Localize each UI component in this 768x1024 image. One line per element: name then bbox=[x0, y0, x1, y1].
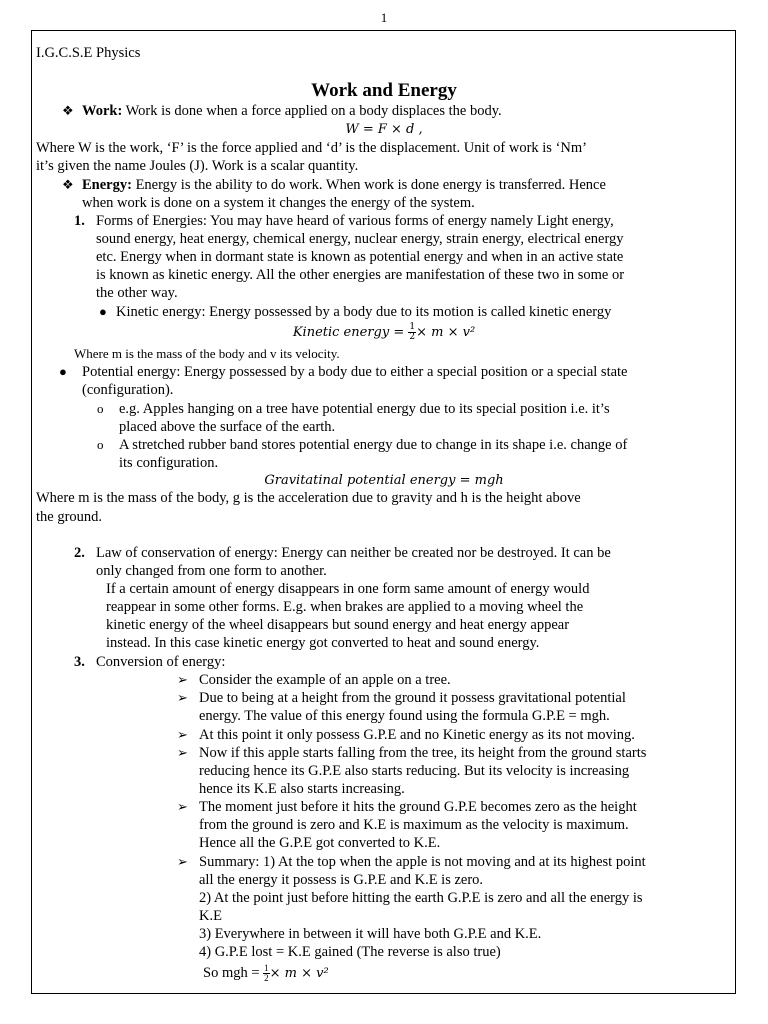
arrow-bullet-icon: ➢ bbox=[177, 672, 188, 687]
forms-line: the other way. bbox=[96, 285, 178, 301]
work-explanation-1: Where W is the work, ‘F’ is the force applied and ‘d’ is the displacement. Unit of work is ‘Nm’ bbox=[36, 140, 587, 156]
law-paragraph-line: kinetic energy of the wheel disappears but sound energy and heat energy appear bbox=[106, 617, 570, 633]
half-fraction: $\frac{1}{2}$ bbox=[409, 322, 416, 342]
summary-item-cont: 3) Everywhere in between it will have both G.P.E and K.E. bbox=[199, 926, 542, 942]
circle-bullet-icon: o bbox=[97, 401, 104, 416]
gpe-note-2: the ground. bbox=[36, 509, 103, 525]
conversion-item: Due to being at a height from the ground it possess gravitational potential bbox=[199, 690, 626, 706]
conversion-item: The moment just before it hits the ground G.P.E becomes zero as the height bbox=[199, 799, 637, 815]
arrow-bullet-icon: ➢ bbox=[177, 854, 188, 869]
potential-energy-definition: Potential energy: Energy possessed by a body due to either a special position or a special state bbox=[82, 364, 628, 380]
energy-definition: Energy: Energy is the ability to do work. When work is done energy is transferred. Hence bbox=[82, 177, 606, 193]
arrow-bullet-icon: ➢ bbox=[177, 690, 188, 705]
diamond-bullet-icon: ❖ bbox=[62, 177, 74, 192]
work-definition: Work: Work is done when a force applied on a body displaces the body. bbox=[82, 103, 502, 119]
conversion-item-cont: energy. The value of this energy found using the formula G.P.E = mgh. bbox=[199, 708, 610, 724]
potential-energy-definition-2: (configuration). bbox=[82, 382, 174, 398]
diamond-bullet-icon: ❖ bbox=[62, 103, 74, 118]
conversion-item: At this point it only possess G.P.E and no Kinetic energy as its not moving. bbox=[199, 727, 635, 743]
final-formula: So mgh = $\frac{1}{2}$ × m × v² bbox=[203, 963, 329, 984]
section-number-3: 3. bbox=[74, 654, 85, 670]
section-number-2: 2. bbox=[74, 545, 85, 561]
forms-line: sound energy, heat energy, chemical energy, nuclear energy, strain energy, electrical energy bbox=[96, 231, 624, 247]
arrow-bullet-icon: ➢ bbox=[177, 745, 188, 760]
forms-line: etc. Energy when in dormant state is known as potential energy and when in an active state bbox=[96, 249, 624, 265]
law-paragraph-line: instead. In this case kinetic energy got converted to heat and sound energy. bbox=[106, 635, 540, 651]
summary-item-cont: all the energy it possess is G.P.E and K.E is zero. bbox=[199, 872, 484, 888]
summary-item-cont: K.E bbox=[199, 908, 222, 924]
half-fraction: $\frac{1}{2}$ bbox=[264, 963, 269, 984]
conversion-item-cont: from the ground is zero and K.E is maximum as the velocity is maximum. bbox=[199, 817, 629, 833]
conversion-item: Now if this apple starts falling from the tree, its height from the ground starts bbox=[199, 745, 647, 761]
energy-definition-2: when work is done on a system it changes the energy of the system. bbox=[82, 195, 475, 211]
gpe-formula: Gravitatinal potential energy = mgh bbox=[264, 473, 504, 488]
forms-line: Forms of Energies: You may have heard of various forms of energy namely Light energy, bbox=[96, 213, 614, 229]
arrow-bullet-icon: ➢ bbox=[177, 799, 188, 814]
kinetic-energy-formula: Kinetic energy = $\frac{1}{2}$ × m × v² bbox=[292, 322, 476, 342]
page-title: Work and Energy bbox=[311, 80, 457, 101]
kinetic-energy-definition: Kinetic energy: Energy possessed by a body due to its motion is called kinetic energy bbox=[116, 304, 612, 320]
forms-line: is known as kinetic energy. All the other energies are manifestation of these two in some or bbox=[96, 267, 625, 283]
summary-item-cont: 4) G.P.E lost = K.E gained (The reverse is also true) bbox=[199, 944, 501, 960]
summary-item-cont: 2) At the point just before hitting the earth G.P.E is zero and all the energy is bbox=[199, 890, 643, 906]
law-statement-2: only changed from one form to another. bbox=[96, 563, 327, 579]
example-rubber-band: A stretched rubber band stores potential energy due to change in its shape i.e. change of bbox=[119, 437, 628, 453]
conversion-item-cont: reducing hence its G.P.E also starts reducing. But its velocity is increasing bbox=[199, 763, 630, 779]
example-rubber-band-2: its configuration. bbox=[119, 455, 219, 471]
work-explanation-2: it’s given the name Joules (J). Work is a scalar quantity. bbox=[36, 158, 359, 174]
dot-bullet-icon: ● bbox=[99, 304, 107, 319]
conversion-item-cont: hence its K.E also starts increasing. bbox=[199, 781, 405, 797]
circle-bullet-icon: o bbox=[97, 437, 104, 452]
page-number: 1 bbox=[380, 10, 388, 25]
conversion-item-cont: Hence all the G.P.E got converted to K.E. bbox=[199, 835, 441, 851]
conversion-item: Consider the example of an apple on a tree. bbox=[199, 672, 451, 688]
law-statement: Law of conservation of energy: Energy can neither be created nor be destroyed. It can be bbox=[96, 545, 611, 561]
dot-bullet-icon: ● bbox=[59, 364, 67, 379]
arrow-bullet-icon: ➢ bbox=[177, 727, 188, 742]
summary-item: Summary: 1) At the top when the apple is not moving and at its highest point bbox=[199, 854, 646, 870]
conversion-heading: Conversion of energy: bbox=[96, 654, 226, 670]
example-apple: e.g. Apples hanging on a tree have potential energy due to its special position i.e. it’s bbox=[119, 401, 610, 417]
section-number-1: 1. bbox=[74, 213, 85, 229]
course-header: I.G.C.S.E Physics bbox=[36, 45, 141, 61]
law-paragraph-line: reappear in some other forms. E.g. when brakes are applied to a moving wheel the bbox=[106, 599, 584, 615]
work-formula: W = F × d , bbox=[345, 122, 423, 137]
kinetic-energy-note: Where m is the mass of the body and v its velocity. bbox=[74, 346, 340, 361]
example-apple-2: placed above the surface of the earth. bbox=[119, 419, 336, 435]
law-paragraph-line: If a certain amount of energy disappears in one form same amount of energy would bbox=[106, 581, 590, 597]
gpe-note-1: Where m is the mass of the body, g is the acceleration due to gravity and h is the height above bbox=[36, 490, 581, 506]
